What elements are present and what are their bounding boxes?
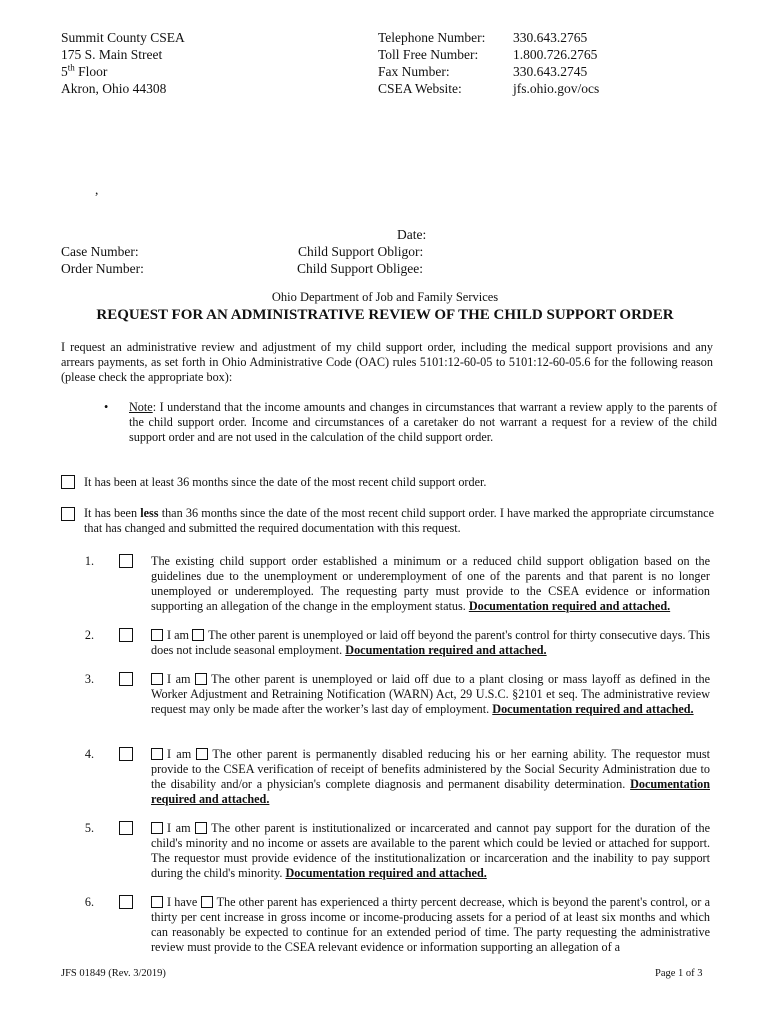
item-number: 1. bbox=[84, 554, 94, 568]
other-parent-checkbox[interactable] bbox=[195, 673, 207, 685]
i-am-checkbox[interactable] bbox=[151, 673, 163, 685]
item-number: 3. bbox=[84, 672, 94, 686]
note-label: Note bbox=[129, 400, 153, 414]
checkbox-36-months[interactable] bbox=[61, 475, 75, 489]
item-number: 4. bbox=[84, 747, 94, 761]
checkbox-less-than-36-months[interactable] bbox=[61, 507, 75, 521]
date-label: Date: bbox=[397, 227, 427, 242]
department-name: Ohio Department of Job and Family Services bbox=[271, 290, 499, 304]
item-3-text: I am The other parent is unemployed or laid off due to a plant closing or mass layoff as defined in the Worker Adjustment and Retraining Notification (WARN) Act, 29 U.S.C. §2101 et seq. The administrative review request may only be made after the worker’s last day of employment. Documentation required and attached. bbox=[151, 672, 711, 716]
toll-free-value: 1.800.726.2765 bbox=[513, 47, 598, 62]
obligee-label: Child Support Obligee: bbox=[297, 261, 423, 276]
item-number: 2. bbox=[84, 628, 94, 642]
agency-address bbox=[61, 29, 185, 97]
agency-floor: 5th Floor bbox=[61, 62, 108, 79]
contact-values bbox=[513, 29, 599, 97]
note-paragraph bbox=[129, 400, 717, 445]
contact-labels bbox=[378, 29, 485, 97]
option-36-months-text: It has been at least 36 months since the date of the most recent child support order. bbox=[84, 475, 487, 489]
website-label: CSEA Website: bbox=[378, 81, 462, 96]
i-am-checkbox[interactable] bbox=[151, 822, 163, 834]
documentation-required: Documentation required and attached. bbox=[151, 777, 710, 806]
item-1-checkbox[interactable] bbox=[119, 554, 133, 568]
item-number: 5. bbox=[84, 821, 94, 835]
fax-label: Fax Number: bbox=[378, 64, 450, 79]
case-number-label: Case Number: bbox=[61, 244, 139, 259]
agency-city: Akron, Ohio 44308 bbox=[61, 81, 167, 96]
toll-free-label: Toll Free Number: bbox=[378, 47, 479, 62]
documentation-required: Documentation required and attached. bbox=[468, 599, 671, 613]
item-4-checkbox[interactable] bbox=[119, 747, 133, 761]
website-value[interactable]: jfs.ohio.gov/ocs bbox=[513, 81, 600, 96]
telephone-label: Telephone Number: bbox=[378, 30, 486, 45]
i-am-checkbox[interactable] bbox=[151, 629, 163, 641]
page-number: Page 1 of 3 bbox=[655, 968, 703, 979]
i-have-checkbox[interactable] bbox=[151, 896, 163, 908]
item-2-text: I am The other parent is unemployed or laid off beyond the parent's control for thirty consecutive days. This does not include seasonal employment. Documentation required and attached. bbox=[151, 628, 711, 657]
obligor-label: Child Support Obligor: bbox=[298, 244, 424, 259]
intro-paragraph: I request an administrative review and adjustment of my child support order, including the medical support provisions and any arrears payments, as set forth in Ohio Administrative Code (OAC) rules 5101:12-60-05 to 5101:12-60-05.6 for the following reason (please check the appropriate box): bbox=[61, 340, 713, 384]
other-parent-checkbox[interactable] bbox=[201, 896, 213, 908]
documentation-required: Documentation required and attached. bbox=[492, 702, 694, 716]
documentation-required: Documentation required and attached. bbox=[345, 643, 547, 657]
stray-comma: , bbox=[95, 182, 99, 197]
fax-value: 330.643.2745 bbox=[513, 64, 588, 79]
other-parent-checkbox[interactable] bbox=[192, 629, 204, 641]
note-text: : I understand that the income amounts and changes in circumstances that warrant a review apply to the parents of the child support order. Income and circumstances of a caretaker do not warrant a request for a review of the child support order and are not used in the calculation of the child support order. bbox=[129, 400, 717, 444]
item-5-text: I am The other parent is institutionalized or incarcerated and cannot pay support for the duration of the child's minority and no income or assets are available to the parent which could be levied or attached for support. The requestor must provide evidence of the institutionalization or incarceration and the inability to pay support during the child's minority. Documentation required and attached. bbox=[151, 821, 710, 880]
agency-name: Summit County CSEA bbox=[61, 30, 185, 45]
other-parent-checkbox[interactable] bbox=[196, 748, 208, 760]
i-am-checkbox[interactable] bbox=[151, 748, 163, 760]
item-number: 6. bbox=[84, 895, 94, 909]
item-5-checkbox[interactable] bbox=[119, 821, 133, 835]
note-bullet: • bbox=[104, 400, 109, 414]
item-6-text: I have The other parent has experienced a thirty percent decrease, which is beyond the parent's control, or a thirty per cent increase in gross income or income-producing assets for a period of at least six months and which can reasonably be expected to continue for an extended period of time. The party requesting the administrative review must provide to the CSEA relevant evidence or information supporting an allegation of a bbox=[151, 895, 710, 954]
telephone-value: 330.643.2765 bbox=[513, 30, 588, 45]
order-number-label: Order Number: bbox=[61, 261, 144, 276]
item-4-text: I am The other parent is permanently disabled reducing his or her earning ability. The requestor must provide to the CSEA verification of receipt of benefits administered by the Social Security Administration due to the disability and/or a physician's complete diagnosis and permanent disability determination. Documentation required and attached. bbox=[151, 747, 711, 806]
option-less-text: It has been less than 36 months since the date of the most recent child support order. I have marked the appropriate circumstance that has changed and submitted the required documentation with this request. bbox=[84, 506, 714, 535]
agency-street: 175 S. Main Street bbox=[61, 47, 163, 62]
item-2-checkbox[interactable] bbox=[119, 628, 133, 642]
documentation-required: Documentation required and attached. bbox=[285, 866, 487, 880]
item-6-checkbox[interactable] bbox=[119, 895, 133, 909]
item-3-checkbox[interactable] bbox=[119, 672, 133, 686]
item-1-text: The existing child support order established a minimum or a reduced child support obligation based on the guidelines due to the unemployment or underemployment of one of the parents and that parent is no longer unemployed or underemployed. The requesting party must provide to the CSEA evidence or information supporting an allegation of the change in the employment status. Documentation required and attached. bbox=[151, 554, 710, 613]
page-title: REQUEST FOR AN ADMINISTRATIVE REVIEW OF THE CHILD SUPPORT ORDER bbox=[96, 307, 674, 323]
form-number: JFS 01849 (Rev. 3/2019) bbox=[61, 968, 166, 979]
other-parent-checkbox[interactable] bbox=[195, 822, 207, 834]
